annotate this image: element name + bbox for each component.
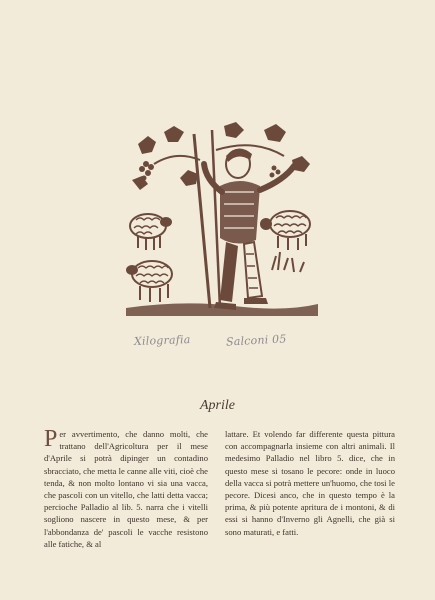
- left-column-text: er avvertimento, che danno molti, che trattano dell'Agricoltura per il mese d'Aprile si potrà dipinger un contadino sbracciato, che metta le canne alle viti, cioè che tenda, & non molto lontano vi sia una vacca, che pascoli con un vitello, che latti detta vacca; percioche Palladio al lib. 5. narra che i vitelli sogliono nascere in questo mese, & per l'abbondanza de' pascoli le vacche resistono alle fatiche, & al: [44, 429, 208, 549]
- text-column-left: [44, 428, 208, 550]
- text-column-right: [225, 428, 395, 538]
- drop-cap: P: [44, 426, 58, 452]
- signature-technique: Xilografia: [133, 333, 191, 348]
- woodcut-illustration: [124, 120, 320, 316]
- signature-artist: Salconi 05: [225, 332, 287, 349]
- page-title: Aprile: [200, 398, 235, 413]
- right-column-text: lattare. Et volendo far differente questa pittura con accompagnarla insieme con altri animali. Il medesimo Palladio nel libro 5. dice, che in questo mese si tosano le pecore: onde in luoco della vacca si potrà mettere un'huomo, che tosi le pecore. Dicesi anco, che in questo tempo è la prima, & più potente apritura de i montoni, & di essi si hanno d'Inverno gli Agnelli, che già si sono maturati, e fatti.: [225, 429, 395, 537]
